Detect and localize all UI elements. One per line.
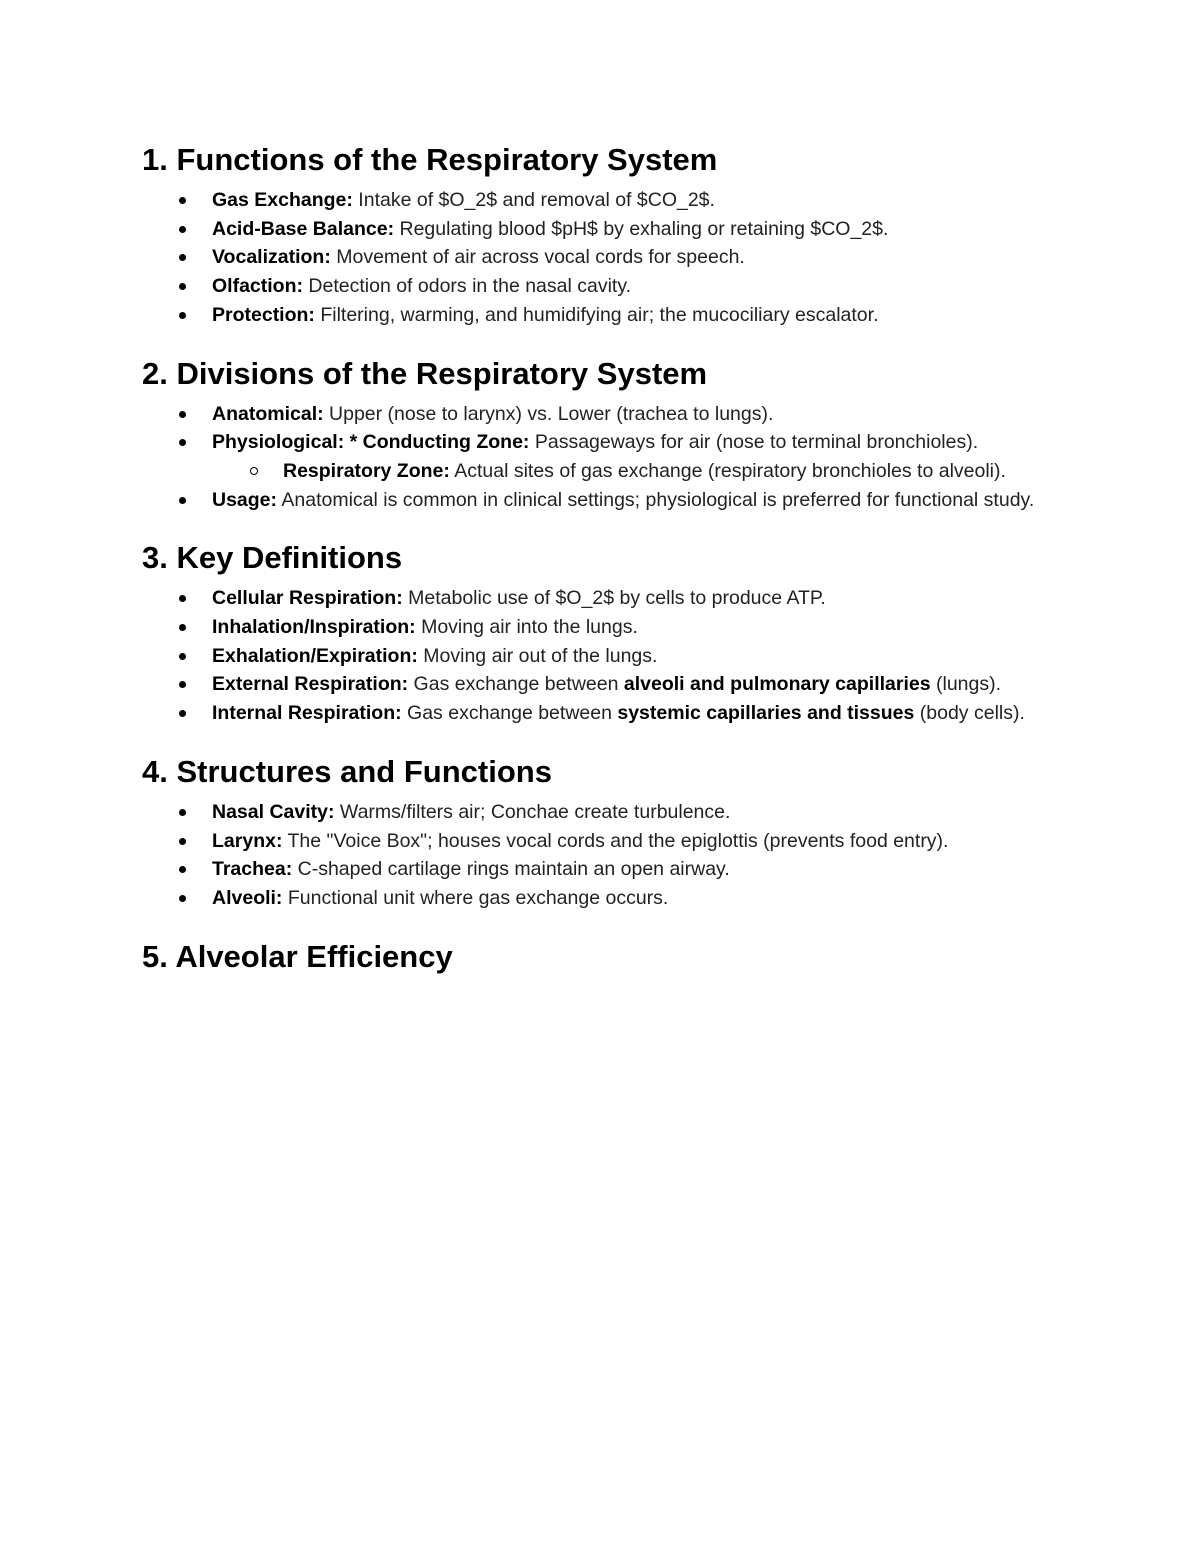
section-divisions bbox=[142, 354, 1072, 515]
list-item bbox=[142, 243, 1072, 272]
term: Exhalation/Expiration: bbox=[212, 644, 418, 667]
description: Movement of air across vocal cords for speech. bbox=[330, 246, 745, 269]
section-structures bbox=[142, 752, 1072, 913]
list-item bbox=[142, 827, 1072, 856]
description: Filtering, warming, and humidifying air; the mucociliary escalator. bbox=[314, 303, 879, 326]
bullet-icon bbox=[179, 312, 186, 319]
sub-list-item bbox=[142, 457, 1072, 486]
bullet-icon bbox=[179, 624, 186, 631]
term: Protection: bbox=[212, 303, 315, 326]
bullet-icon bbox=[179, 710, 186, 717]
section-heading: 1. Functions of the Respiratory System bbox=[142, 142, 718, 177]
term: Anatomical: bbox=[212, 402, 324, 425]
bullet-icon bbox=[179, 595, 186, 602]
list-item bbox=[142, 670, 1072, 699]
description: Intake of $O_2$ and removal of $CO_2$. bbox=[352, 189, 715, 211]
description: Gas exchange between bbox=[408, 673, 624, 696]
description: Upper (nose to larynx) vs. Lower (trachea to lungs). bbox=[323, 402, 774, 425]
description: Passageways for air (nose to terminal bronchioles). bbox=[529, 431, 979, 454]
description: Anatomical is common in clinical settings; physiological is preferred for functional study. bbox=[277, 488, 1035, 511]
list-item bbox=[142, 798, 1072, 827]
list-item bbox=[142, 186, 1072, 215]
term: Inhalation/Inspiration: bbox=[212, 616, 416, 639]
section-heading: 2. Divisions of the Respiratory System bbox=[142, 355, 708, 391]
list-item bbox=[142, 613, 1072, 642]
section-alveolar-efficiency bbox=[142, 937, 1072, 977]
bullet-icon bbox=[179, 681, 186, 688]
description-tail: (lungs). bbox=[930, 673, 1002, 696]
emphasis: systemic capillaries and tissues bbox=[617, 702, 915, 725]
section-heading: 5. Alveolar Efficiency bbox=[142, 938, 453, 974]
bullet-list bbox=[142, 400, 1072, 515]
bullet-list bbox=[142, 584, 1072, 728]
description: C-shaped cartilage rings maintain an open airway. bbox=[292, 858, 730, 881]
term: Trachea: bbox=[212, 858, 293, 881]
list-item bbox=[142, 642, 1072, 671]
bullet-icon bbox=[179, 653, 186, 660]
term: Internal Respiration: bbox=[212, 702, 402, 725]
bullet-icon bbox=[179, 411, 186, 418]
bullet-icon bbox=[179, 197, 186, 204]
bullet-icon bbox=[179, 895, 186, 902]
term: Vocalization: bbox=[212, 246, 331, 269]
hollow-bullet-icon bbox=[250, 467, 258, 475]
bullet-icon bbox=[179, 226, 186, 233]
term: Alveoli: bbox=[212, 886, 283, 909]
description: Metabolic use of $O_2$ by cells to produce ATP. bbox=[402, 587, 826, 610]
section-heading: 4. Structures and Functions bbox=[142, 753, 552, 789]
term: Larynx: bbox=[212, 829, 283, 852]
list-item bbox=[142, 855, 1072, 884]
list-item bbox=[142, 584, 1072, 613]
term: Respiratory Zone: bbox=[283, 459, 450, 482]
section-functions bbox=[142, 140, 1072, 330]
bullet-icon bbox=[179, 866, 186, 873]
bullet-icon bbox=[179, 283, 186, 290]
section-heading: 3. Key Definitions bbox=[142, 540, 403, 576]
bullet-list bbox=[142, 186, 1072, 330]
document-content bbox=[142, 140, 1072, 983]
list-item bbox=[142, 699, 1072, 728]
term: Olfaction: bbox=[212, 275, 303, 298]
description: Moving air out of the lungs. bbox=[417, 644, 658, 667]
list-item bbox=[142, 884, 1072, 913]
bullet-icon bbox=[179, 809, 186, 816]
bullet-icon bbox=[179, 497, 186, 504]
bullet-list bbox=[142, 798, 1072, 913]
list-item bbox=[142, 400, 1072, 429]
list-item bbox=[142, 486, 1072, 515]
list-item bbox=[142, 215, 1072, 244]
description-tail: (body cells). bbox=[914, 702, 1025, 725]
bullet-icon bbox=[179, 838, 186, 845]
bullet-icon bbox=[179, 254, 186, 261]
term: Cellular Respiration: bbox=[212, 587, 403, 610]
term: Nasal Cavity: bbox=[212, 800, 335, 823]
section-key-definitions bbox=[142, 538, 1072, 728]
term: Acid-Base Balance: bbox=[212, 217, 395, 240]
term: Gas Exchange: bbox=[212, 189, 353, 211]
description: Regulating blood $pH$ by exhaling or retaining $CO_2$. bbox=[394, 217, 889, 240]
emphasis: alveoli and pulmonary capillaries bbox=[623, 673, 931, 696]
description: The "Voice Box"; houses vocal cords and the epiglottis (prevents food entry). bbox=[282, 829, 949, 852]
bullet-icon bbox=[179, 439, 186, 446]
term: Physiological: * Conducting Zone: bbox=[212, 431, 530, 454]
description: Actual sites of gas exchange (respiratory bronchioles to alveoli). bbox=[449, 459, 1006, 482]
list-item bbox=[142, 428, 1072, 457]
term: External Respiration: bbox=[212, 673, 409, 696]
description: Gas exchange between bbox=[401, 702, 618, 725]
description: Detection of odors in the nasal cavity. bbox=[303, 275, 632, 298]
description: Moving air into the lungs. bbox=[415, 616, 638, 639]
list-item bbox=[142, 301, 1072, 330]
description: Warms/filters air; Conchae create turbulence. bbox=[334, 800, 731, 823]
term: Usage: bbox=[212, 488, 278, 511]
list-item bbox=[142, 272, 1072, 301]
description: Functional unit where gas exchange occurs. bbox=[282, 886, 669, 909]
